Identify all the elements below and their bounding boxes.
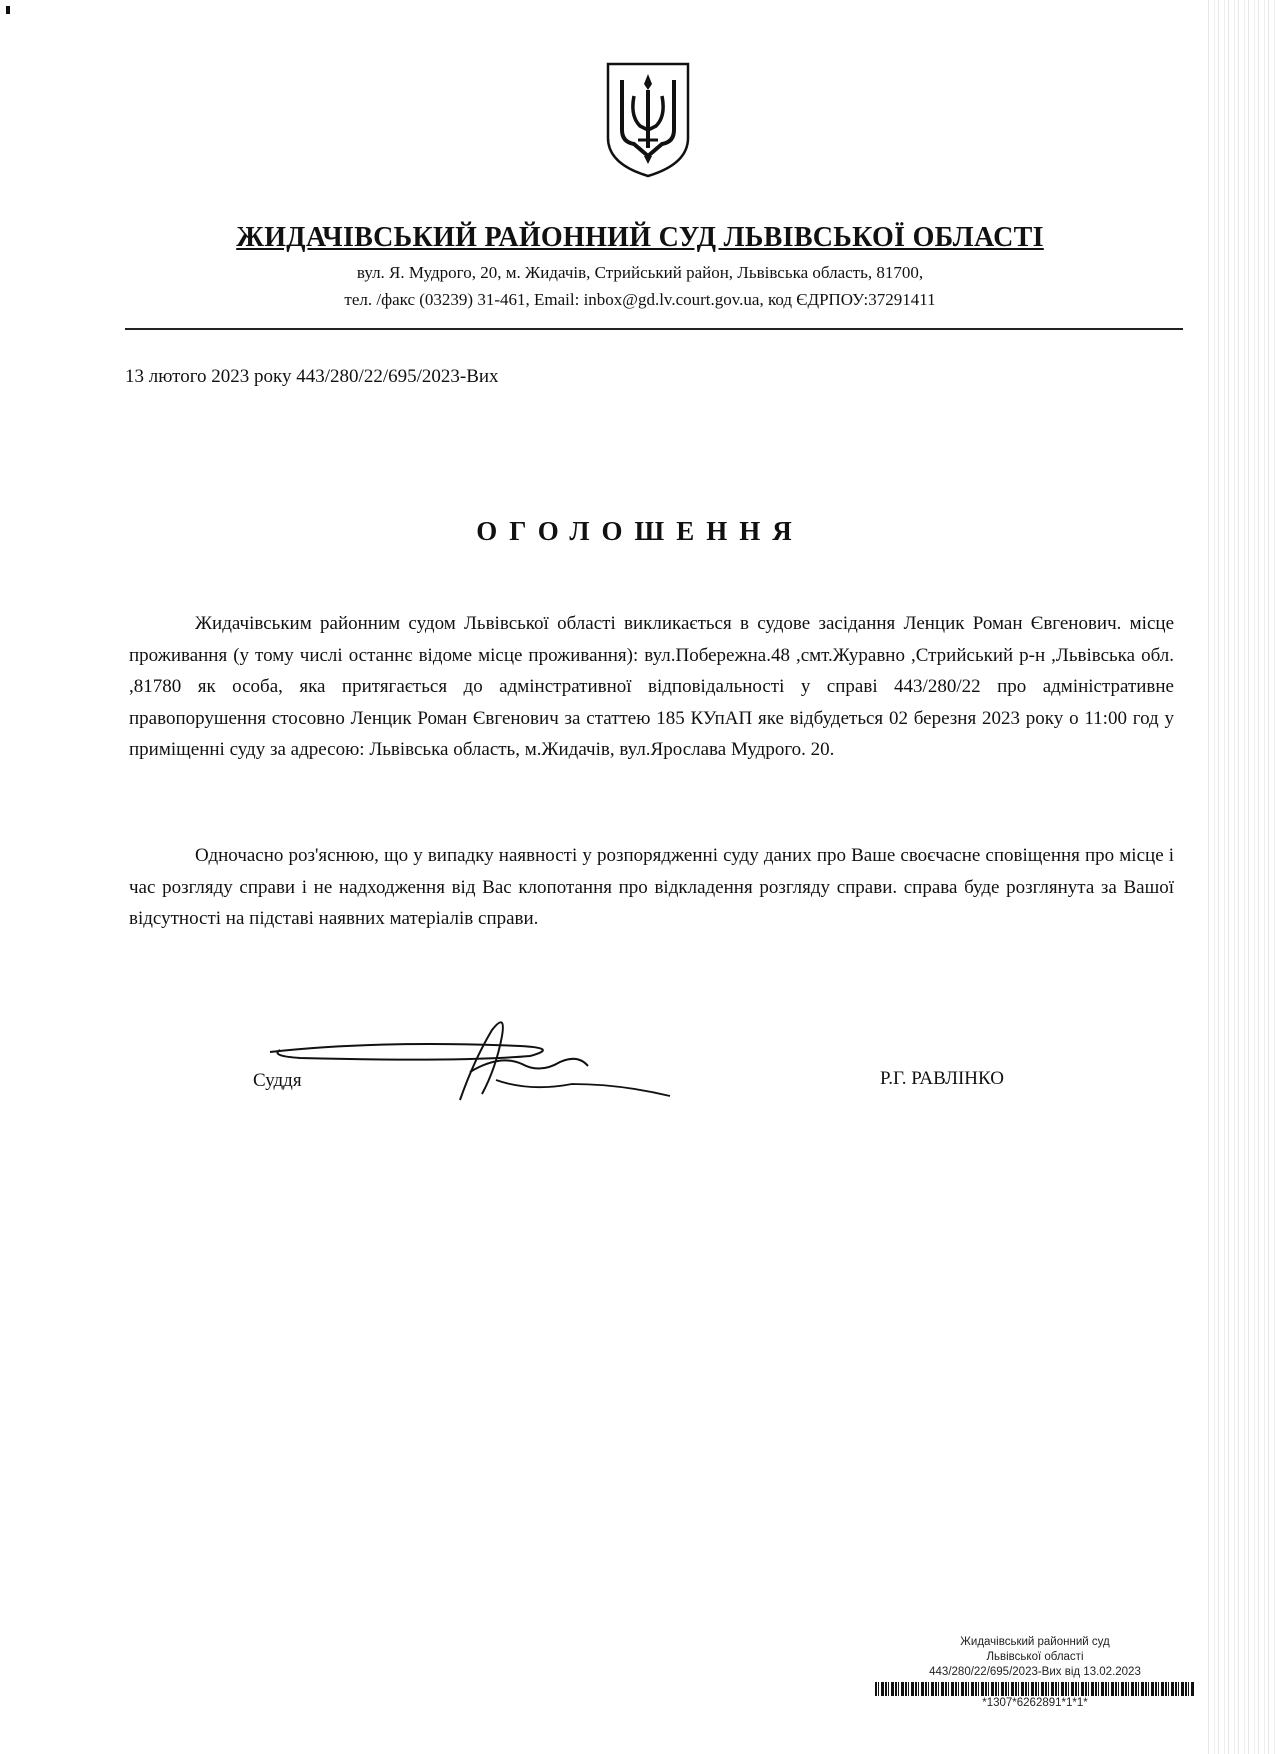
coat-of-arms-icon: [604, 60, 692, 178]
summons-paragraph: Жидачівським районним судом Львівської області викликається в судове засідання Ленцик Роман Євгенович. місце проживання (у тому числі останнє відоме місце проживання): вул.Побережна.48 ,смт.Журавно ,Стрийський р-н ,Львівська обл. ,81780 як особа, яка притягається до адмінстративної відповідальності у справі 443/280/22 про адміністративне правопорушення стосовно Ленцик Роман Євгенович за статтею 185 КУпАП яке відбудеться 02 березня 2023 року о 11:00 год у приміщенні суду за адресою: Львівська область, м.Жидачів, вул.Ярослава Мудрого. 20.: [129, 613, 1174, 760]
date-reference: 13 лютого 2023 року 443/280/22/695/2023-Вих: [125, 366, 499, 387]
header-divider: [125, 328, 1183, 330]
judge-name: Р.Г. РАВЛІНКО: [880, 1068, 1004, 1089]
court-name: ЖИДАЧІВСЬКИЙ РАЙОННИЙ СУД ЛЬВІВСЬКОЇ ОБЛАСТІ: [236, 222, 1044, 253]
scan-corner-mark: [6, 6, 10, 14]
court-contacts: тел. /факс (03239) 31-461, Email: inbox@gd.lv.court.gov.ua, код ЄДРПОУ:37291411: [344, 290, 936, 309]
stamp-region-line: Львівської області: [986, 1651, 1084, 1663]
scan-noise-strip: [1205, 0, 1275, 1754]
court-address: вул. Я. Мудрого, 20, м. Жидачів, Стрийський район, Львівська область, 81700,: [356, 263, 924, 282]
explanation-paragraph: Одночасно роз'яснюю, що у випадку наявності у розпорядженні суду даних про Ваше своєчасне сповіщення про місце і час розгляду справи і не надходження від Вас клопотання про відкладення розгляду справи. справа буде розглянута за Вашої відсутності на підставі наявних матеріалів справи.: [129, 845, 1174, 929]
stamp-reference-line: 443/280/22/695/2023-Вих від 13.02.2023: [929, 1666, 1141, 1678]
stamp-court-line: Жидачівський районний суд: [960, 1636, 1110, 1648]
handwritten-signature: [260, 1010, 680, 1115]
document-title: ОГОЛОШЕННЯ: [476, 516, 804, 546]
barcode-code: *1307*6262891*1*1*: [982, 1697, 1088, 1709]
signature-label: Суддя: [253, 1070, 302, 1091]
registration-stamp: [870, 1635, 1200, 1711]
barcode: [875, 1682, 1195, 1696]
